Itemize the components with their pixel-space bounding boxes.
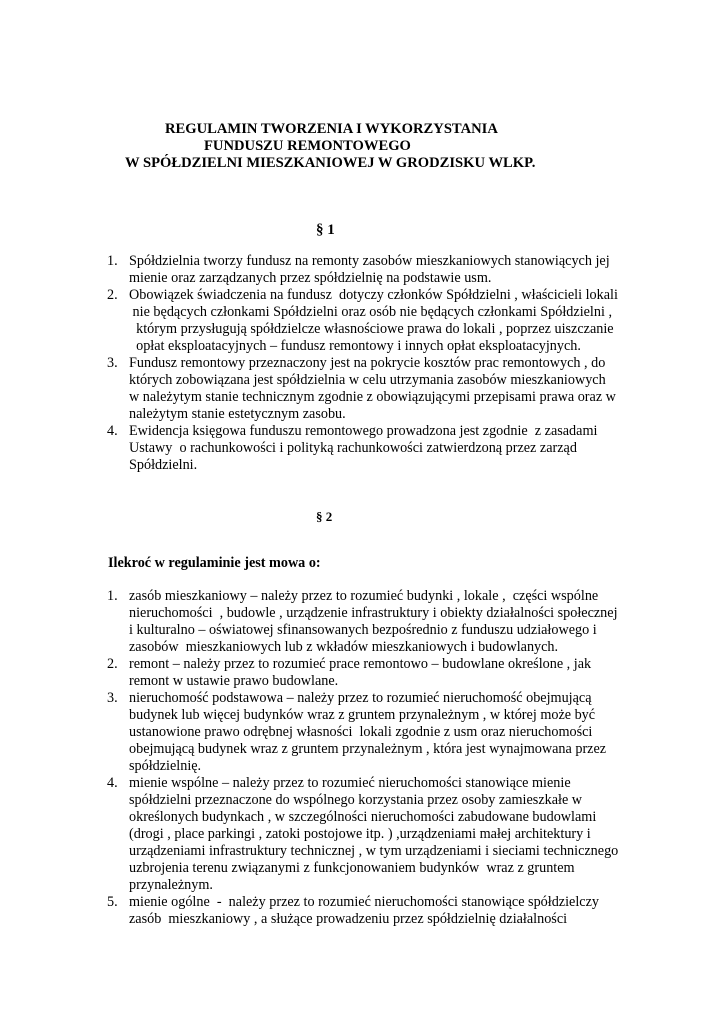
item-text-line: remont – należy przez to rozumieć prace remontowo – budowlane określone , jak bbox=[129, 656, 592, 672]
section-1-item-3 bbox=[107, 355, 647, 423]
item-text-line: należytym stanie estetycznym zasobu. bbox=[129, 406, 346, 422]
item-text-line: urządzeniami infrastruktury technicznej , w tym urządzeniami i sieciami technicznego bbox=[129, 843, 619, 859]
section-2-item-3 bbox=[107, 690, 647, 775]
item-text-line: spółdzielni przeznaczone do wspólnego korzystania przez osoby zamieszkałe w bbox=[129, 792, 583, 808]
item-text-line: Obowiązek świadczenia na fundusz dotyczy członków Spółdzielni , właścicieli lokali bbox=[129, 287, 618, 303]
item-text-line: przynależnym. bbox=[129, 877, 213, 893]
section-2-intro: Ilekroć w regulaminie jest mowa o: bbox=[108, 555, 321, 571]
item-text-line: (drogi , place parkingi , zatoki postojowe itp. ) ,urządzeniami małej architektury i bbox=[129, 826, 591, 842]
item-number: 2. bbox=[107, 656, 118, 672]
title-line-2: FUNDUSZU REMONTOWEGO bbox=[204, 138, 411, 154]
item-number: 3. bbox=[107, 690, 118, 706]
item-text-line: zasób mieszkaniowy – należy przez to rozumieć budynki , lokale , części wspólne bbox=[129, 588, 599, 604]
section-2-item-2 bbox=[107, 656, 647, 690]
section-2-list bbox=[107, 588, 647, 928]
item-text-line: Fundusz remontowy przeznaczony jest na pokrycie kosztów prac remontowych , do bbox=[129, 355, 606, 371]
section-1-item-1 bbox=[107, 253, 647, 287]
item-text-line: Ustawy o rachunkowości i polityką rachunkowości zatwierdzoną przez zarząd bbox=[129, 440, 577, 456]
item-number: 2. bbox=[107, 287, 118, 303]
section-2-item-5 bbox=[107, 894, 647, 928]
item-text-line: nieruchomości , budowle , urządzenie infrastruktury i obiekty działalności społecznej bbox=[129, 605, 618, 621]
item-number: 5. bbox=[107, 894, 118, 910]
section-1-heading: § 1 bbox=[316, 222, 335, 238]
item-text-line: i kulturalno – oświatowej sfinansowanych bezpośrednio z funduszu udziałowego i bbox=[129, 622, 597, 638]
item-number: 1. bbox=[107, 588, 118, 604]
item-text-line: Spółdzielnia tworzy fundusz na remonty zasobów mieszkaniowych stanowiących jej bbox=[129, 253, 610, 269]
item-text-line: Ewidencja księgowa funduszu remontowego prowadzona jest zgodnie z zasadami bbox=[129, 423, 598, 439]
item-text-line: nie będących członkami Spółdzielni oraz osób nie będących członkami Spółdzielni , bbox=[129, 304, 613, 320]
item-text-line: mienie wspólne – należy przez to rozumieć nieruchomości stanowiące mienie bbox=[129, 775, 571, 791]
item-number: 4. bbox=[107, 423, 118, 439]
item-text-line: budynek lub więcej budynków wraz z gruntem przynależnym , w której może być bbox=[129, 707, 596, 723]
item-text-line: mienie oraz zarządzanych przez spółdzielnię na podstawie usm. bbox=[129, 270, 492, 286]
section-2-heading: § 2 bbox=[316, 509, 333, 524]
item-text-line: zasobów mieszkaniowych lub z wkładów mieszkaniowych i budowlanych. bbox=[129, 639, 559, 655]
item-text-line: ustanowione prawo odrębnej własności lokali zgodnie z usm oraz nieruchomości bbox=[129, 724, 593, 740]
item-number: 4. bbox=[107, 775, 118, 791]
item-text-line: określonych budynkach , w szczególności nieruchomości zabudowane budowlami bbox=[129, 809, 597, 825]
section-1-item-4 bbox=[107, 423, 647, 474]
item-text-line: których zobowiązana jest spółdzielnia w celu utrzymania zasobów mieszkaniowych bbox=[129, 372, 606, 388]
item-text-line: uzbrojenia terenu związanymi z funkcjonowaniem budynków wraz z gruntem bbox=[129, 860, 575, 876]
item-text-line: zasób mieszkaniowy , a służące prowadzeniu przez spółdzielnię działalności bbox=[129, 911, 568, 927]
item-number: 3. bbox=[107, 355, 118, 371]
section-2-item-4 bbox=[107, 775, 647, 894]
title-line-1: REGULAMIN TWORZENIA I WYKORZYSTANIA bbox=[165, 121, 498, 137]
item-text-line: spółdzielnię. bbox=[129, 758, 202, 774]
item-text-line: obejmującą budynek wraz z gruntem przynależnym , która jest wynajmowana przez bbox=[129, 741, 607, 757]
item-text-line: Spółdzielni. bbox=[129, 457, 198, 473]
item-text-line: którym przysługują spółdzielcze własnościowe prawa do lokali , poprzez uiszczanie bbox=[129, 321, 614, 337]
section-2-item-1 bbox=[107, 588, 647, 656]
section-1-list bbox=[107, 253, 647, 474]
item-text-line: w należytym stanie technicznym zgodnie z obowiązującymi przepisami prawa oraz w bbox=[129, 389, 616, 405]
item-text-line: mienie ogólne - należy przez to rozumieć nieruchomości stanowiące spółdzielczy bbox=[129, 894, 599, 910]
item-text-line: nieruchomość podstawowa – należy przez to rozumieć nieruchomość obejmującą bbox=[129, 690, 592, 706]
item-number: 1. bbox=[107, 253, 118, 269]
item-text-line: opłat eksploatacyjnych – fundusz remontowy i innych opłat eksploatacyjnych. bbox=[129, 338, 581, 354]
section-1-item-2 bbox=[107, 287, 647, 355]
item-text-line: remont w ustawie prawo budowlane. bbox=[129, 673, 339, 689]
title-line-3: W SPÓŁDZIELNI MIESZKANIOWEJ W GRODZISKU WLKP. bbox=[125, 155, 536, 171]
